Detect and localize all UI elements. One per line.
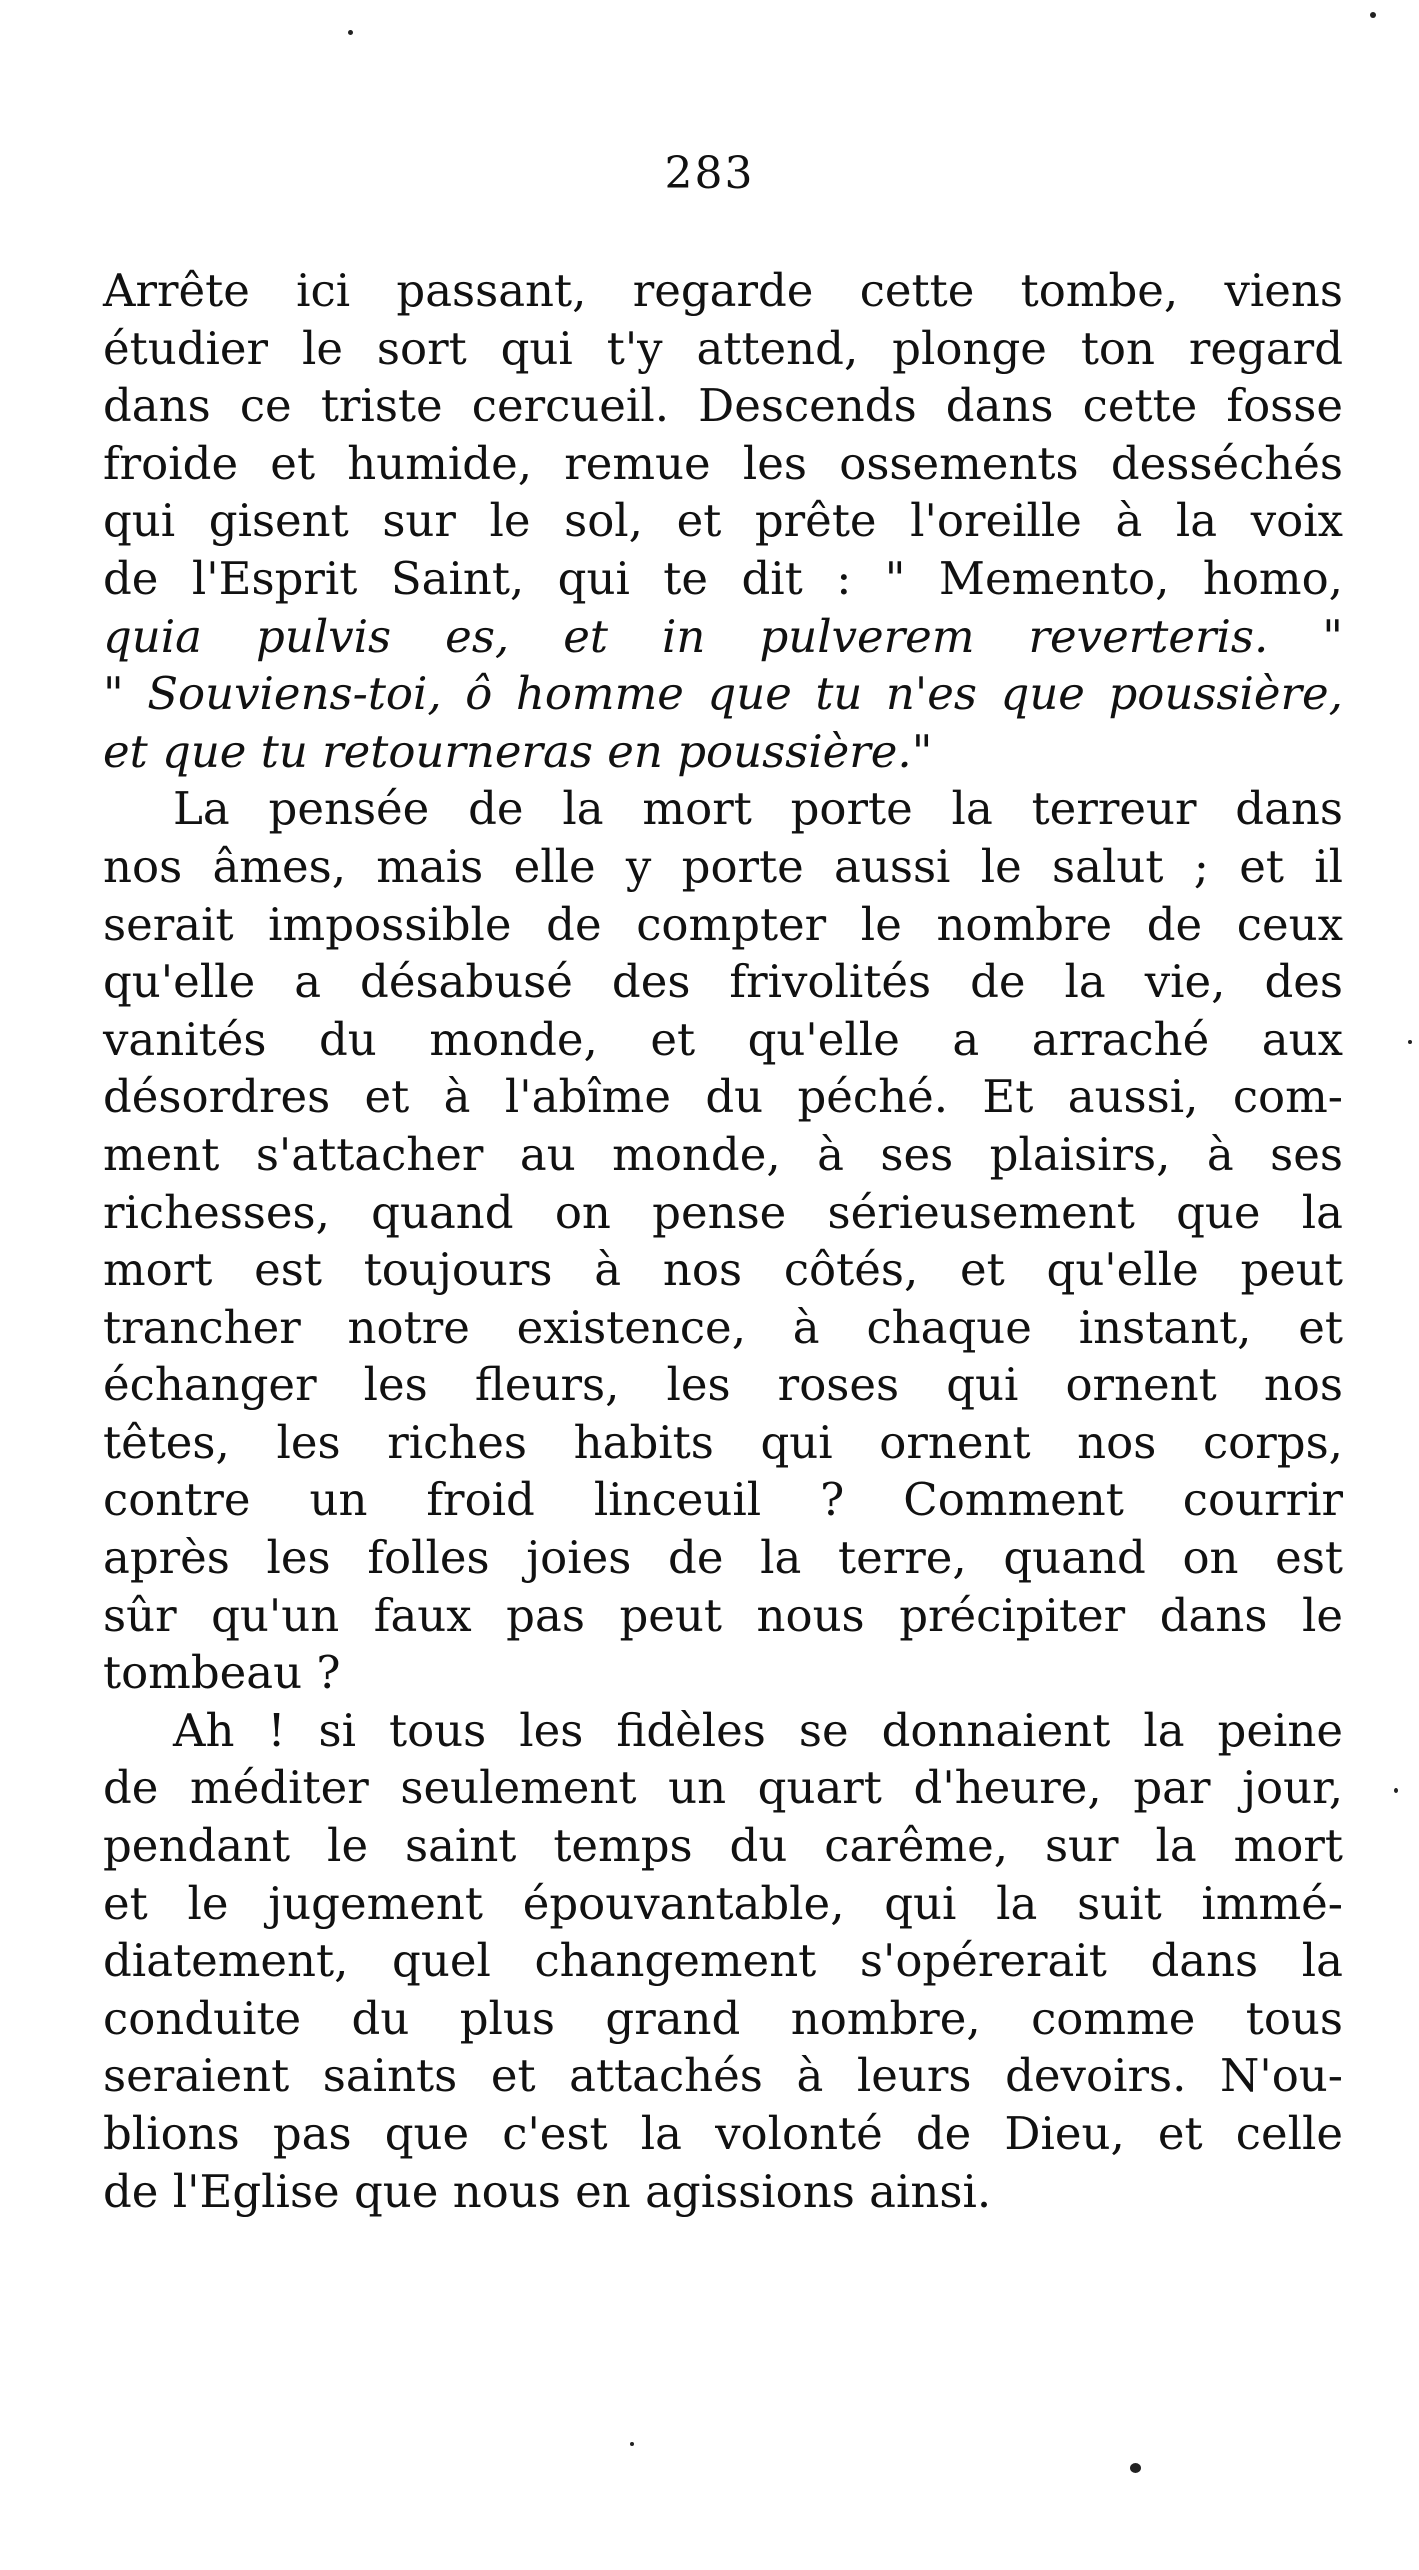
text-line: de méditer seulement un quart d'heure, par jour, xyxy=(103,1761,1343,1815)
text-line: " Souviens-toi, ô homme que tu n'es que poussière, xyxy=(103,667,1343,721)
text-line: sûr qu'un faux pas peut nous précipiter dans le xyxy=(103,1588,1343,1642)
text-line: trancher notre existence, à chaque instant, et xyxy=(103,1300,1343,1354)
text-line: de l'Esprit Saint, qui te dit : " Memento, homo, xyxy=(103,551,1343,605)
print-speck xyxy=(1394,1788,1398,1793)
text-line: ment s'attacher au monde, à ses plaisirs, à ses xyxy=(103,1127,1343,1181)
text-line: serait impossible de compter le nombre de ceux xyxy=(103,897,1343,951)
page-number: 283 xyxy=(664,148,755,199)
text-line: et que tu retourneras en poussière." xyxy=(103,724,933,778)
text-line: vanités du monde, et qu'elle a arraché aux xyxy=(103,1012,1343,1066)
text-line: échanger les fleurs, les roses qui ornent nos xyxy=(103,1358,1343,1412)
text-line: dans ce triste cercueil. Descends dans cette fosse xyxy=(103,379,1343,433)
text-line: richesses, quand on pense sérieusement que la xyxy=(103,1185,1343,1239)
print-speck xyxy=(1370,12,1376,18)
text-line: froide et humide, remue les ossements desséchés xyxy=(103,436,1343,490)
text-line: têtes, les riches habits qui ornent nos corps, xyxy=(103,1415,1343,1469)
text-line: seraient saints et attachés à leurs devoirs. N'ou- xyxy=(103,2049,1343,2103)
text-line: conduite du plus grand nombre, comme tous xyxy=(103,1991,1343,2045)
text-line: et le jugement épouvantable, qui la suit immé- xyxy=(103,1876,1343,1930)
text-line: pendant le saint temps du carême, sur la mort xyxy=(103,1819,1343,1873)
print-speck xyxy=(1130,2463,1141,2473)
text-line: qui gisent sur le sol, et prête l'oreille à la voix xyxy=(103,494,1343,548)
text-line: La pensée de la mort porte la terreur dans xyxy=(173,782,1343,836)
text-line: quia pulvis es, et in pulverem reverteris. " xyxy=(103,609,1343,663)
text-line: diatement, quel changement s'opérerait dans la xyxy=(103,1934,1343,1988)
text-line: après les folles joies de la terre, quand on est xyxy=(103,1531,1343,1585)
text-line: contre un froid linceuil ? Comment courrir xyxy=(103,1473,1343,1527)
text-line: qu'elle a désabusé des frivolités de la vie, des xyxy=(103,955,1343,1009)
text-line: mort est toujours à nos côtés, et qu'elle peut xyxy=(103,1243,1343,1297)
text-line: étudier le sort qui t'y attend, plonge ton regard xyxy=(103,321,1343,375)
text-line: Ah ! si tous les fidèles se donnaient la peine xyxy=(173,1703,1343,1757)
print-speck xyxy=(1408,1040,1412,1044)
text-line: tombeau ? xyxy=(103,1646,341,1700)
text-line: désordres et à l'abîme du péché. Et aussi, com- xyxy=(103,1070,1343,1124)
body-text xyxy=(103,262,1343,2220)
text-line: nos âmes, mais elle y porte aussi le salut ; et il xyxy=(103,839,1343,893)
print-speck xyxy=(630,2442,634,2446)
text-line: blions pas que c'est la volonté de Dieu, et celle xyxy=(103,2107,1343,2160)
print-speck xyxy=(348,30,353,35)
text-line: de l'Eglise que nous en agissions ainsi. xyxy=(103,2164,992,2218)
text-line: Arrête ici passant, regarde cette tombe, viens xyxy=(103,264,1343,317)
